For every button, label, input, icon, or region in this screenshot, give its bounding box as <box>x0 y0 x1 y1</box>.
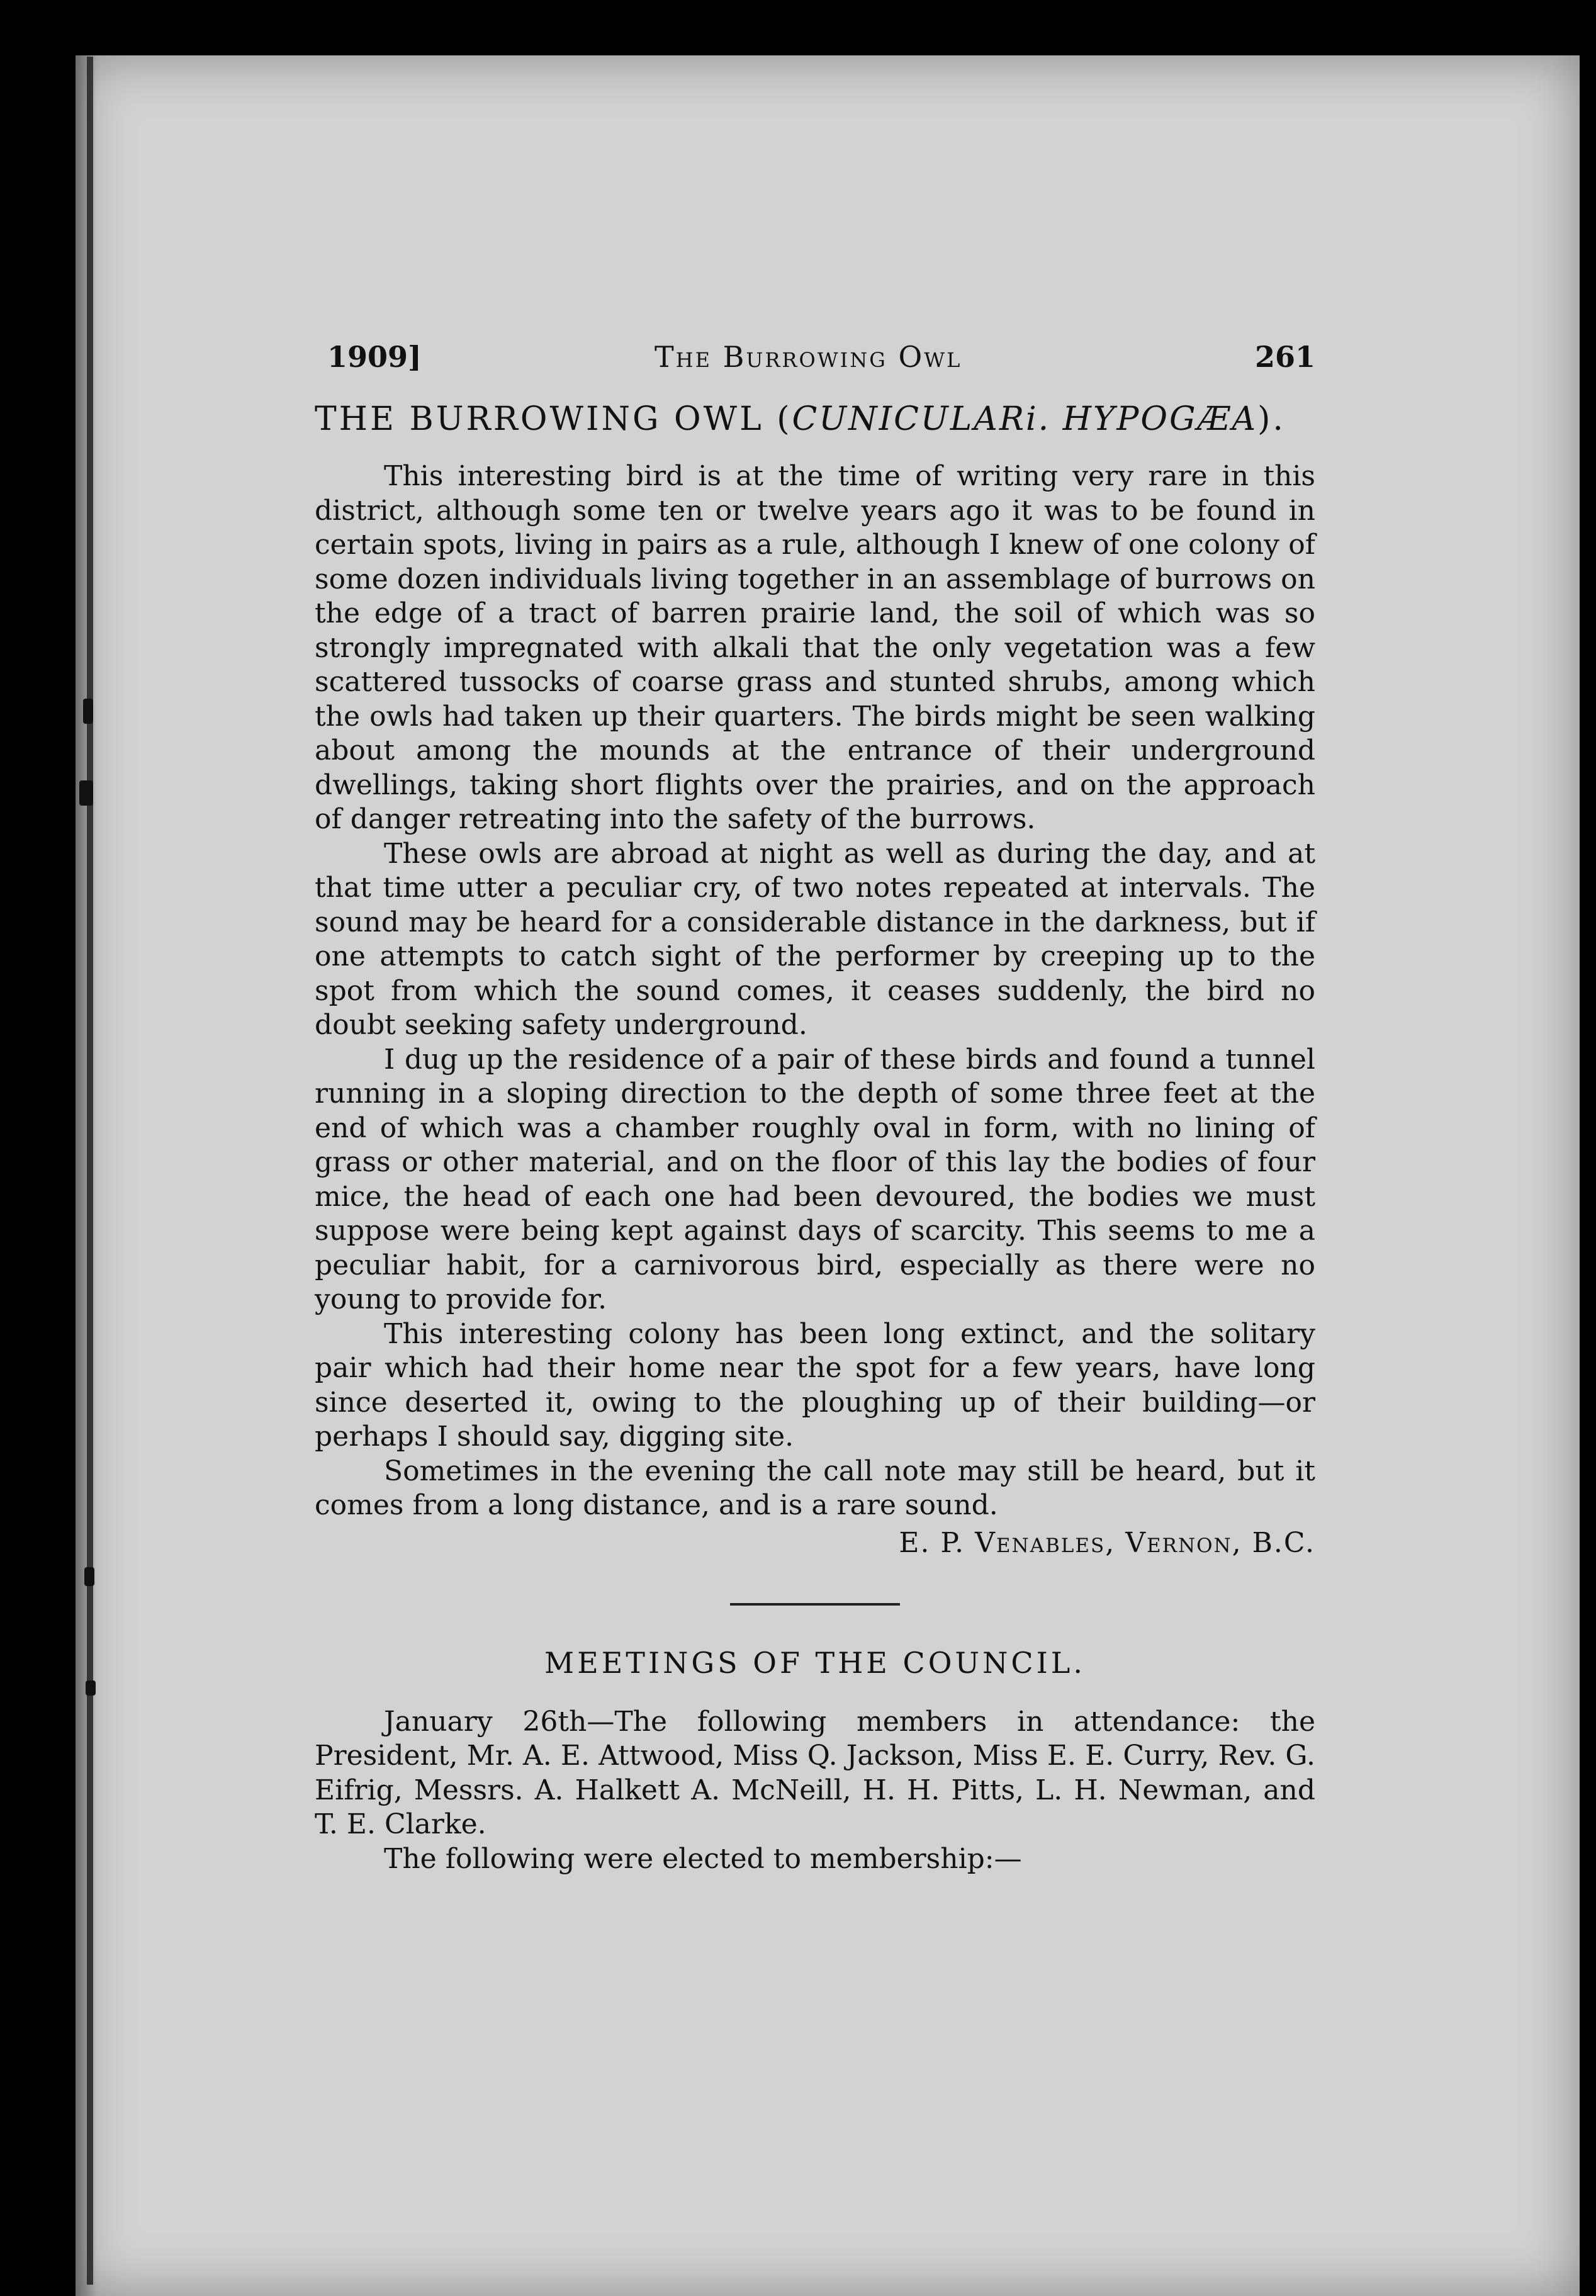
article-paragraph: This interesting bird is at the time of writing very rare in this district, although some ten or twelve years ago it was to be found in certain spots, living in pairs as a rule, although I knew of one colony of some dozen individuals living together in an assemblage of burrows on the edge of a tract of barren prairie land, the soil of which was so strongly impregnated with alkali that the only vegetation was a few scattered tussocks of coarse grass and stunted shrubs, among which the owls had taken up their quarters. The birds might be seen walking about among the mounds at the entrance of their underground dwellings, taking short flights over the prairies, and on the approach of danger retreating into the safety of the burrows. <box>315 460 1315 835</box>
article-title-end: ). <box>1257 400 1286 438</box>
council-paragraph: The following were elected to membership:— <box>384 1842 1022 1875</box>
running-head-year: 1909] <box>327 340 422 374</box>
article-paragraph: These owls are abroad at night as well as during the day, and at that time utter a peculiar cry, of two notes repeated at intervals. The sound may be heard for a considerable distance in the darkness, but if one attempts to catch sight of the performer by creeping up to the spot from which the sound comes, it ceases suddenly, the bird no doubt seeking safety underground. <box>315 837 1315 1041</box>
running-head <box>315 340 1315 384</box>
article-title-main: THE BURROWING OWL ( <box>315 400 792 438</box>
margin-mark <box>86 1680 96 1696</box>
article-title <box>315 400 1315 438</box>
margin-mark <box>84 1567 94 1586</box>
article-paragraph: This interesting colony has been long extinct, and the solitary pair which had their home near the spot for a few years, have long since deserted it, owing to the ploughing up of their building—or perhaps I should say, digging site. <box>315 1317 1315 1453</box>
margin-mark <box>79 780 93 806</box>
section-divider <box>730 1603 900 1606</box>
author-signature: E. P. Venables, Vernon, B.C. <box>899 1526 1315 1559</box>
spine-line <box>87 57 93 2285</box>
council-section-title: MEETINGS OF THE COUNCIL. <box>544 1645 1086 1680</box>
article-paragraph: I dug up the residence of a pair of these birds and found a tunnel running in a sloping direction to the depth of some three feet at the end of which was a chamber roughly oval in form, with no lining of grass or other material, and on the floor of this lay the bodies of four mice, the head of each one had been devoured, the bodies we must suppose were being kept against days of scarcity. This seems to me a peculiar habit, for a carnivorous bird, especially as there were no young to provide for. <box>315 1043 1315 1315</box>
page-number: 261 <box>1254 340 1315 374</box>
article-title-latin: CUNICULARi. HYPOGÆA <box>792 400 1258 438</box>
running-head-title: The Burrowing Owl <box>655 340 962 374</box>
margin-mark <box>83 699 93 724</box>
page-edge-shadow <box>76 55 97 2296</box>
council-paragraph: January 26th—The following members in attendance: the President, Mr. A. E. Attwood, Miss Q. Jackson, Miss E. E. Curry, Rev. G. Eifrig, Messrs. A. Halkett A. McNeill, H. H. Pitts, L. H. Newman, and T. E. Clarke. <box>315 1705 1315 1840</box>
page-content <box>315 340 1315 1876</box>
article-paragraph: Sometimes in the evening the call note may still be heard, but it comes from a long distance, and is a rare sound. <box>315 1455 1315 1521</box>
